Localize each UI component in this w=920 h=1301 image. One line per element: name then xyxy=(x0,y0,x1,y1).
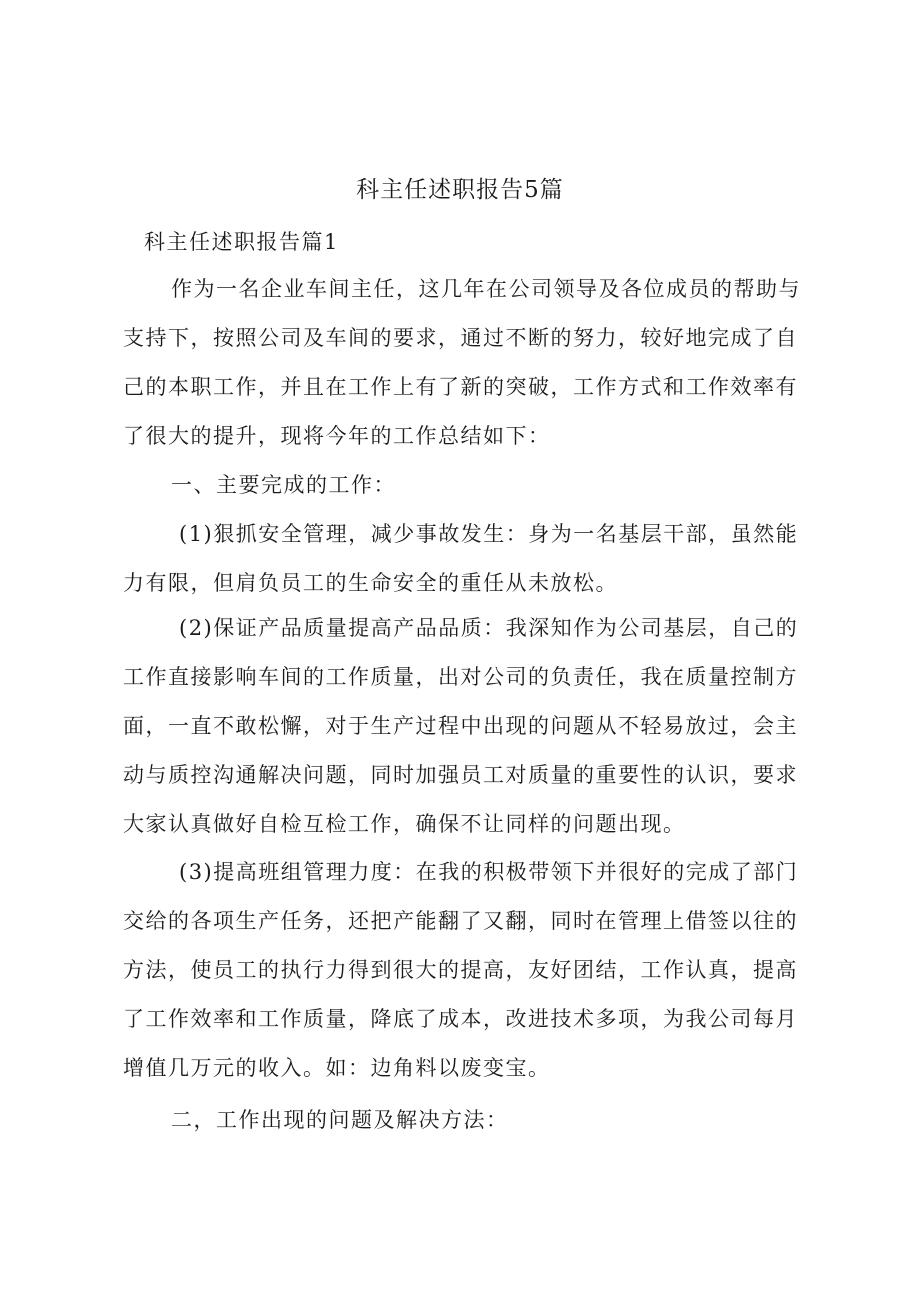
text-line: (2)保证产品质量提高产品品质：我深知作为公司基层，自己的 xyxy=(179,616,799,640)
text-line: 面，一直不敢松懈，对于生产过程中出现的问题从不轻易放过，会主 xyxy=(123,714,798,738)
paragraph-item-1 xyxy=(123,510,823,608)
paragraph-section-one xyxy=(123,461,823,510)
text-line: 增值几万元的收入。如：边角料以废变宝。 xyxy=(123,1056,551,1080)
paragraph-section-two xyxy=(123,1096,823,1145)
document-title: 科主任述职报告5篇 xyxy=(356,177,564,203)
text-line: 大家认真做好自检互检工作，确保不让同样的问题出现。 xyxy=(123,812,686,836)
text-line: 己的本职工作，并且在工作上有了新的突破，工作方式和工作效率有 xyxy=(123,375,798,399)
text-line: 支持下，按照公司及车间的要求，通过不断的努力，较好地完成了自 xyxy=(123,326,798,350)
text-line: 方法，使员工的执行力得到很大的提高，友好团结，工作认真，提高 xyxy=(123,958,798,982)
text-line: (1)狠抓安全管理，减少事故发生：身为一名基层干部，虽然能 xyxy=(179,522,799,546)
paragraph-item-2 xyxy=(123,604,823,849)
text-line: 二，工作出现的问题及解决方法： xyxy=(171,1108,509,1132)
text-line: (3)提高班组管理力度：在我的积极带领下并很好的完成了部门 xyxy=(179,860,799,884)
section-heading: 科主任述职报告篇1 xyxy=(144,230,339,254)
text-line: 交给的各项生产任务，还把产能翻了又翻，同时在管理上借签以往的 xyxy=(123,909,798,933)
paragraph-item-3 xyxy=(123,848,823,1093)
text-line: 了很大的提升，现将今年的工作总结如下： xyxy=(123,424,551,448)
text-line: 作为一名企业车间主任，这几年在公司领导及各位成员的帮助与 xyxy=(171,277,801,301)
text-line: 一、主要完成的工作： xyxy=(171,473,396,497)
paragraph-intro xyxy=(123,265,823,461)
text-line: 动与质控沟通解决问题，同时加强员工对质量的重要性的认识，要求 xyxy=(123,763,798,787)
text-line: 力有限，但肩负员工的生命安全的重任从未放松。 xyxy=(123,571,618,595)
text-line: 了工作效率和工作质量，降底了成本，改进技术多项，为我公司每月 xyxy=(123,1007,798,1031)
text-line: 工作直接影响车间的工作质量，出对公司的负责任，我在质量控制方 xyxy=(123,665,798,689)
